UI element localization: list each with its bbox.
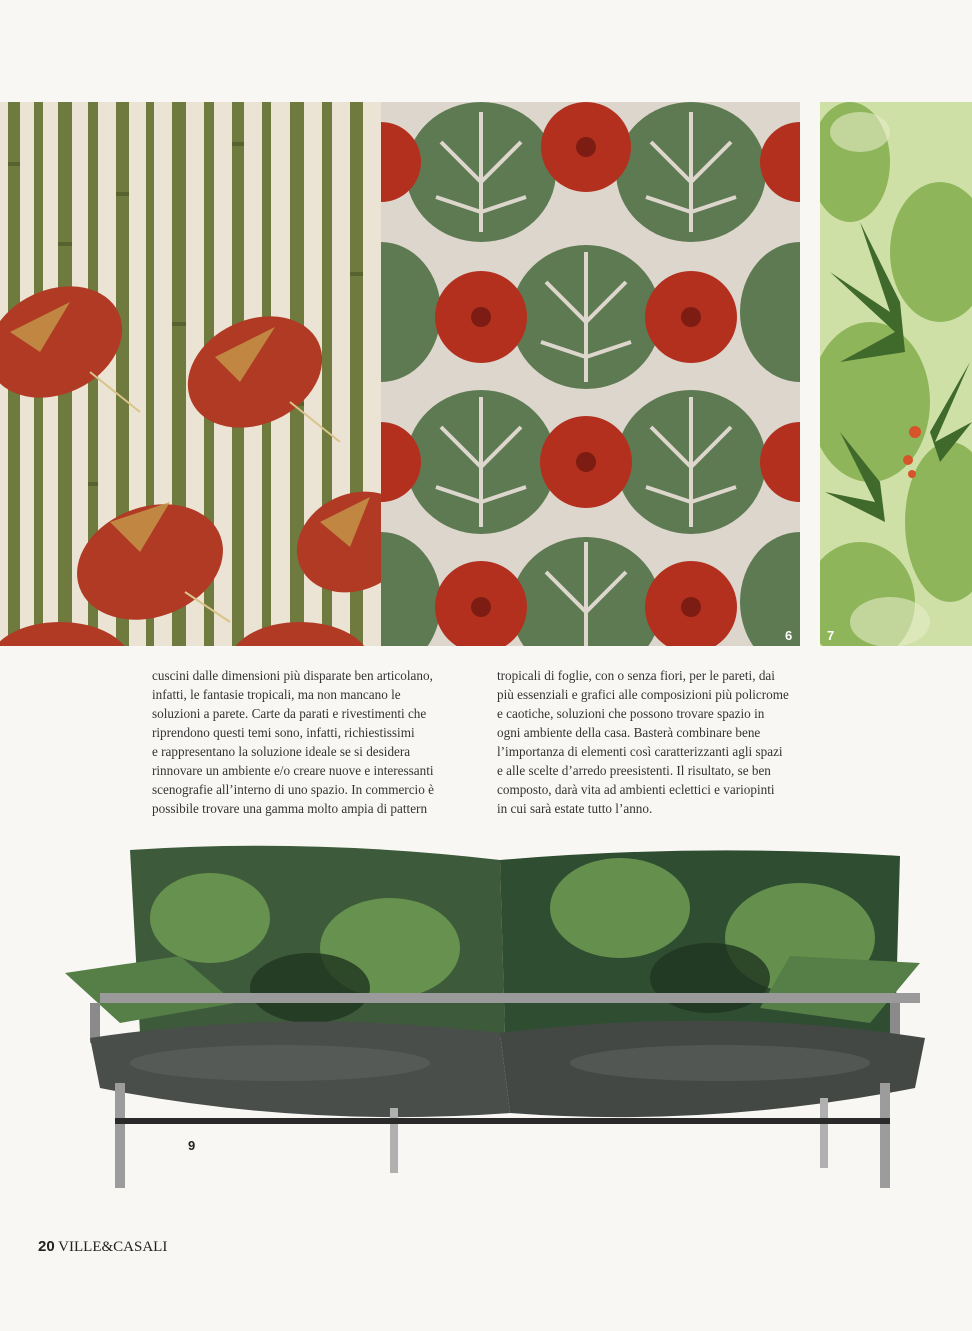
text-line: e rappresentano la soluzione ideale se si desidera — [152, 744, 411, 759]
hibiscus-monstera-fabric-photo — [381, 102, 800, 646]
jungle-wallpaper-photo — [820, 102, 972, 646]
text-line: e caotiche, soluzioni che possono trovare spazio in — [497, 706, 765, 721]
text-line: cuscini dalle dimensioni più disparate ben articolano, — [152, 668, 433, 683]
page-footer — [38, 1238, 167, 1256]
magazine-name: VILLE&CASALI — [58, 1239, 168, 1255]
text-line: tropicali di foglie, con o senza fiori, per le pareti, dai — [497, 668, 775, 683]
text-line: rinnovare un ambiente e/o creare nuove e interessanti — [152, 763, 434, 778]
page-number: 20 — [38, 1238, 55, 1255]
text-line: infatti, le fantasie tropicali, ma non mancano le — [152, 687, 401, 702]
text-line: e alle scelte d’arredo preesistenti. Il risultato, se ben — [497, 763, 771, 778]
text-line: riprendono questi temi sono, infatti, richiestissimi — [152, 725, 415, 740]
text-line: in cui sarà estate tutto l’anno. — [497, 801, 653, 816]
text-line: soluzioni a parete. Carte da parati e rivestimenti che — [152, 706, 427, 721]
figure-number-9: 9 — [188, 1138, 196, 1153]
figure-number-6: 6 — [785, 628, 793, 643]
text-line: l’importanza di elementi così caratterizzanti agli spazi — [497, 744, 783, 759]
body-text-left-column — [152, 666, 482, 818]
text-line: più essenziali e grafici alle composizioni più policrome — [497, 687, 789, 702]
text-line: ogni ambiente della casa. Basterà combinare bene — [497, 725, 761, 740]
figure-number-7: 7 — [827, 628, 835, 643]
text-line: possibile trovare una gamma molto ampia di pattern — [152, 801, 428, 816]
text-line: scenografie all’interno di uno spazio. In commercio è — [152, 782, 434, 797]
body-text-right-column — [497, 666, 827, 818]
text-line: composto, darà vita ad ambienti eclettici e variopinti — [497, 782, 775, 797]
umbrella-bamboo-fabric-photo — [0, 102, 381, 646]
